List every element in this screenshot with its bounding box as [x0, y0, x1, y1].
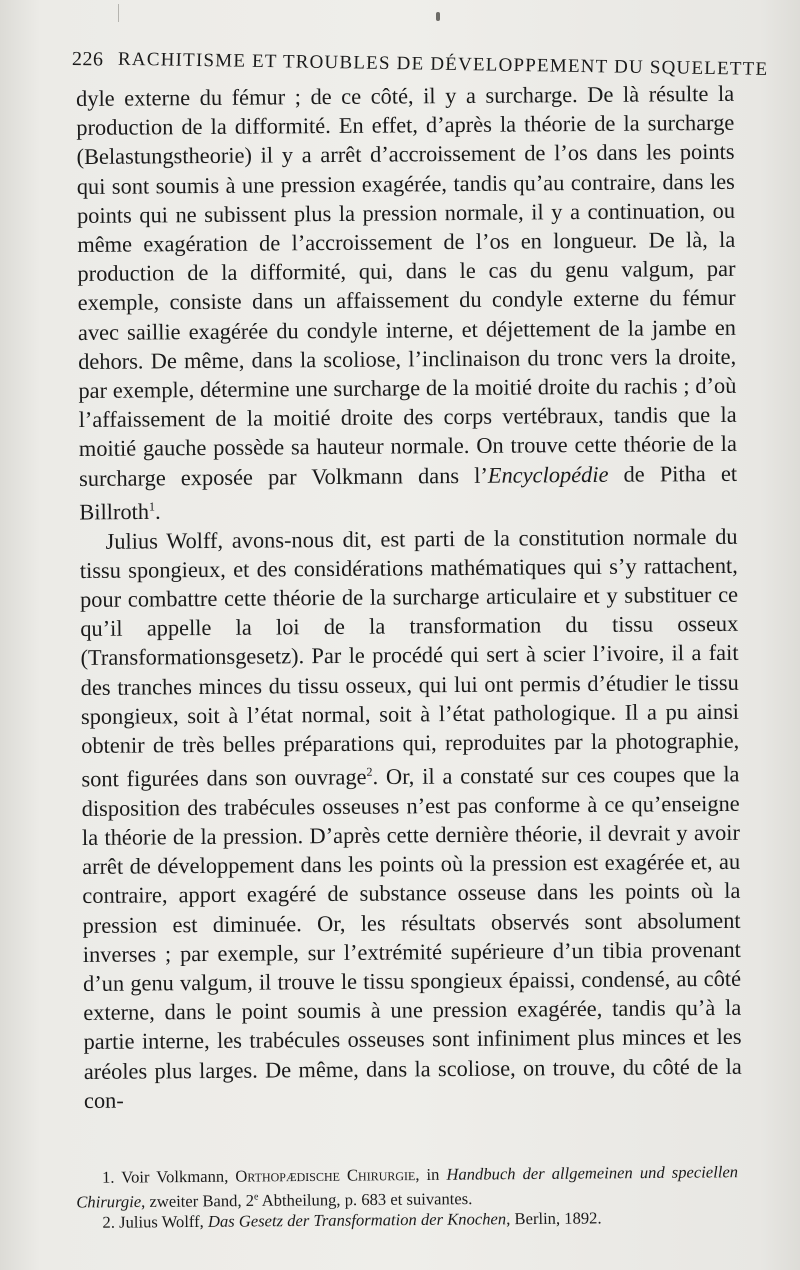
text-run: Abtheilung, p. 683 et suivantes. — [258, 1188, 473, 1210]
text-run: . Or, il a constaté sur ces coupes que la disposition des trabécules osseuses n’est pas conforme à ce qu’enseigne la théorie de la pression. D’après cette dernière théorie, il devrait y avoir arrêt de développement dans les points où la pression est exagérée et, au contraire, apport exagéré de substance osseuse dans les points où la pression est diminuée. Or, les résultats observés sont absolument inverses ; par exemple, sur l’extrémité supérieure d’un tibia provenant d’un genu valgum, il trouve le tissu spongieux épaissi, condensé, au côté externe, dans le point soumis à une pression exagérée, tandis qu’à la partie interne, les trabécules osseuses sont infiniment plus minces et les aréoles plus larges. De même, dans la scoliose, on trouve, du côté de la con- — [81, 761, 742, 1113]
ink-mark — [436, 12, 440, 21]
text-run: dyle externe du fémur ; de ce côté, il y a surcharge. De là résulte la production de la difformité. En effet, d’après la théorie de la surcharge (Belastungstheorie) il y a arrêt d’accroissement de l’os dans les points qui sont soumis à une pression exagérée, tandis qu’au contraire, dans les points qui ne subissent plus la pression normale, il y a continuation, ou même exagération de l’accroissement de l’os en longueur. De là, la production de la difformité, qui, dans le cas du genu valgum, par exemple, consiste dans un affaissement du condyle externe du fémur avec saillie exagérée du condyle interne, et déjettement de la jambe en dehors. De même, dans la scoliose, l’inclinaison du tronc vers la droite, par exemple, détermine une surcharge de la moitié droite du rachis ; d’où l’affaissement de la moitié droite des corps vertébraux, tandis que la moitié gauche possède sa hauteur normale. On trouve cette théorie de la surcharge exposée par Volkmann dans l’ — [76, 80, 737, 491]
footnote-ref: 1 — [148, 499, 156, 514]
page-header — [71, 44, 769, 84]
footnote-ref: 2 — [366, 764, 373, 779]
superscript: e — [253, 1190, 259, 1202]
paragraph — [79, 521, 742, 1115]
footnote-1 — [76, 1162, 738, 1212]
footnote-2 — [76, 1207, 738, 1233]
text-run: 1. Voir Volkmann, — [101, 1166, 236, 1187]
text-run: , zweiter Band, 2 — [141, 1190, 255, 1211]
italic-title: Handbuch der allgemeinen und speciellen Chirurgie — [76, 1162, 739, 1212]
running-head: RACHITISME ET TROUBLES DE DÉVELOPPEMENT DU SQUELETTE — [117, 48, 769, 80]
paragraph — [76, 79, 737, 527]
text-run: . — [154, 498, 161, 524]
text-run: Julius Wolff, avons-nous dit, est parti de la constitution normale du tissu spongieux, et des considérations mathématiques qui s’y rattachent, pour combattre cette théorie de la surcharge articulaire et y substituer ce qu’il appelle la loi de la transformation du tissu osseux (Transformationsgesetz). Par le procédé qui sert à scier l’ivoire, il a fait des tranches minces du tissu osseux, qui lui ont permis d’étudier le tissu spongieux, soit à l’état normal, soit à l’état pathologique. Il a pu ainsi obtenir de très belles préparations qui, reproduites par la photographie, sont figurées dans son ouvrage — [79, 523, 740, 792]
body-text — [76, 79, 742, 1115]
ink-mark — [118, 4, 119, 22]
text-run: 2. Julius Wolff, — [102, 1211, 209, 1232]
text-run: , in — [415, 1164, 447, 1185]
page-number: 226 — [71, 48, 104, 71]
text-run: , Berlin, 1892. — [506, 1207, 602, 1228]
italic-title: Das Gesetz der Transformation der Knochen — [207, 1208, 507, 1231]
footnotes — [76, 1162, 739, 1233]
italic-title: Encyclopédie — [487, 461, 609, 488]
small-caps-title: Orthopædische Chirurgie — [235, 1165, 416, 1186]
text-run: de Pitha et Billroth — [79, 460, 738, 525]
